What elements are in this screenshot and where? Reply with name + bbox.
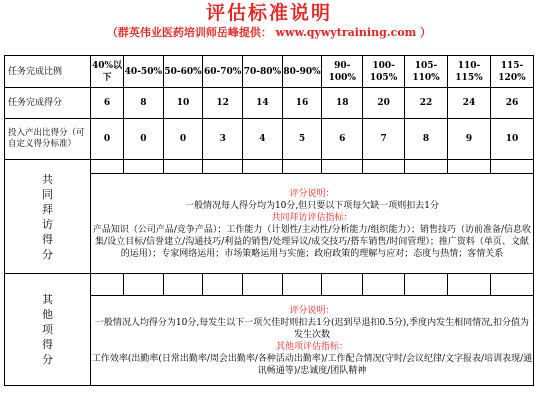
ratio-cell: 40-50% xyxy=(124,56,164,88)
roi-score-cell: 9 xyxy=(447,119,490,160)
roi-score-row xyxy=(5,119,534,160)
visit-criteria-title: 共同拜访评估指标： xyxy=(271,212,353,223)
task-score-cell: 8 xyxy=(124,88,164,119)
ratio-cell: 80-90% xyxy=(282,56,322,88)
task-score-cell: 24 xyxy=(447,88,490,119)
task-score-cell: 22 xyxy=(405,88,448,119)
visit-note-text: 一般情况每人得分均为10分,但只要以下项每欠缺一项则扣去1分 xyxy=(184,200,439,211)
evaluation-table xyxy=(4,55,534,386)
roi-score-cell: 5 xyxy=(282,119,322,160)
roi-score-cell: 10 xyxy=(490,119,533,160)
roi-score-cell: 3 xyxy=(203,119,243,160)
ratio-cell: 90-100% xyxy=(322,56,363,88)
ratio-row xyxy=(5,56,534,88)
ratio-cell: 40%以下 xyxy=(90,56,123,88)
roi-score-cell: 0 xyxy=(124,119,164,160)
task-score-row xyxy=(5,88,534,119)
visit-note-title: 评分说明： xyxy=(289,188,335,199)
other-criteria-text: 工作效率(出勤率(日常出勤率/周会出勤率/各种活动出勤率)/工作配合情况(守时/会议纪律/文字报表/培训表现/通讯畅通等)/忠诚度/团队精神 xyxy=(91,353,533,376)
page-title: 评估标准说明 xyxy=(205,2,332,24)
roi-score-cell: 8 xyxy=(405,119,448,160)
other-blank-strip xyxy=(5,274,534,296)
task-score-cell: 20 xyxy=(363,88,405,119)
ratio-cell: 60-70% xyxy=(203,56,243,88)
ratio-cell: 105-110% xyxy=(405,56,448,88)
roi-score-cell: 0 xyxy=(163,119,203,160)
visit-description xyxy=(90,174,533,274)
ratio-cell: 50-60% xyxy=(163,56,203,88)
visit-criteria-text: 产品知识（公司产品/竞争产品）；工作能力（计划性/主动性/分析能力/组织能力）；销售技巧（访前准备/信息收集/设立目标/信誉建立/沟通技巧/利益的销售/处理异议/成交技巧/搭车销售/时间管理）；推广资料（单页、文献的运用）；专家网络运用；市场策略运用与实施；政府政策的理解与应对；态度与热情；客情关系 xyxy=(92,224,532,259)
roi-score-cell: 4 xyxy=(243,119,283,160)
other-note-title: 评分说明： xyxy=(289,305,335,316)
ratio-cell: 110-115% xyxy=(447,56,490,88)
task-score-cell: 26 xyxy=(490,88,533,119)
ratio-cell: 115-120% xyxy=(490,56,533,88)
task-score-cell: 14 xyxy=(243,88,283,119)
task-score-cell: 6 xyxy=(90,88,123,119)
ratio-row-label: 任务完成比例 xyxy=(5,56,91,88)
other-criteria-title: 其他项评估指标： xyxy=(275,341,348,352)
task-score-cell: 12 xyxy=(203,88,243,119)
other-note-text: 一般情况人均得分为10分,每发生以下一项欠佳时则扣去1分(迟到早退扣0.5分),季度内发生相同情况,扣分值为发生次数 xyxy=(94,317,530,340)
visit-blank-strip xyxy=(5,160,534,174)
task-score-row-label: 任务完成得分 xyxy=(5,88,91,119)
task-score-cell: 16 xyxy=(282,88,322,119)
other-description xyxy=(90,296,533,386)
task-score-cell: 18 xyxy=(322,88,363,119)
roi-score-row-label: 投入产出比得分（可自定义得分标准） xyxy=(5,119,91,160)
roi-score-cell: 7 xyxy=(363,119,405,160)
task-score-cell: 10 xyxy=(163,88,203,119)
ratio-cell: 100-105% xyxy=(363,56,405,88)
roi-score-cell: 0 xyxy=(90,119,123,160)
visit-section-label: 共同拜访得分 xyxy=(5,160,91,274)
roi-score-cell: 6 xyxy=(322,119,363,160)
other-section-label: 其他项得分 xyxy=(5,274,91,386)
ratio-cell: 70-80% xyxy=(243,56,283,88)
page-subtitle: （群英伟业医药培训师岳峰提供： www.qywytraining.com ） xyxy=(106,26,432,39)
